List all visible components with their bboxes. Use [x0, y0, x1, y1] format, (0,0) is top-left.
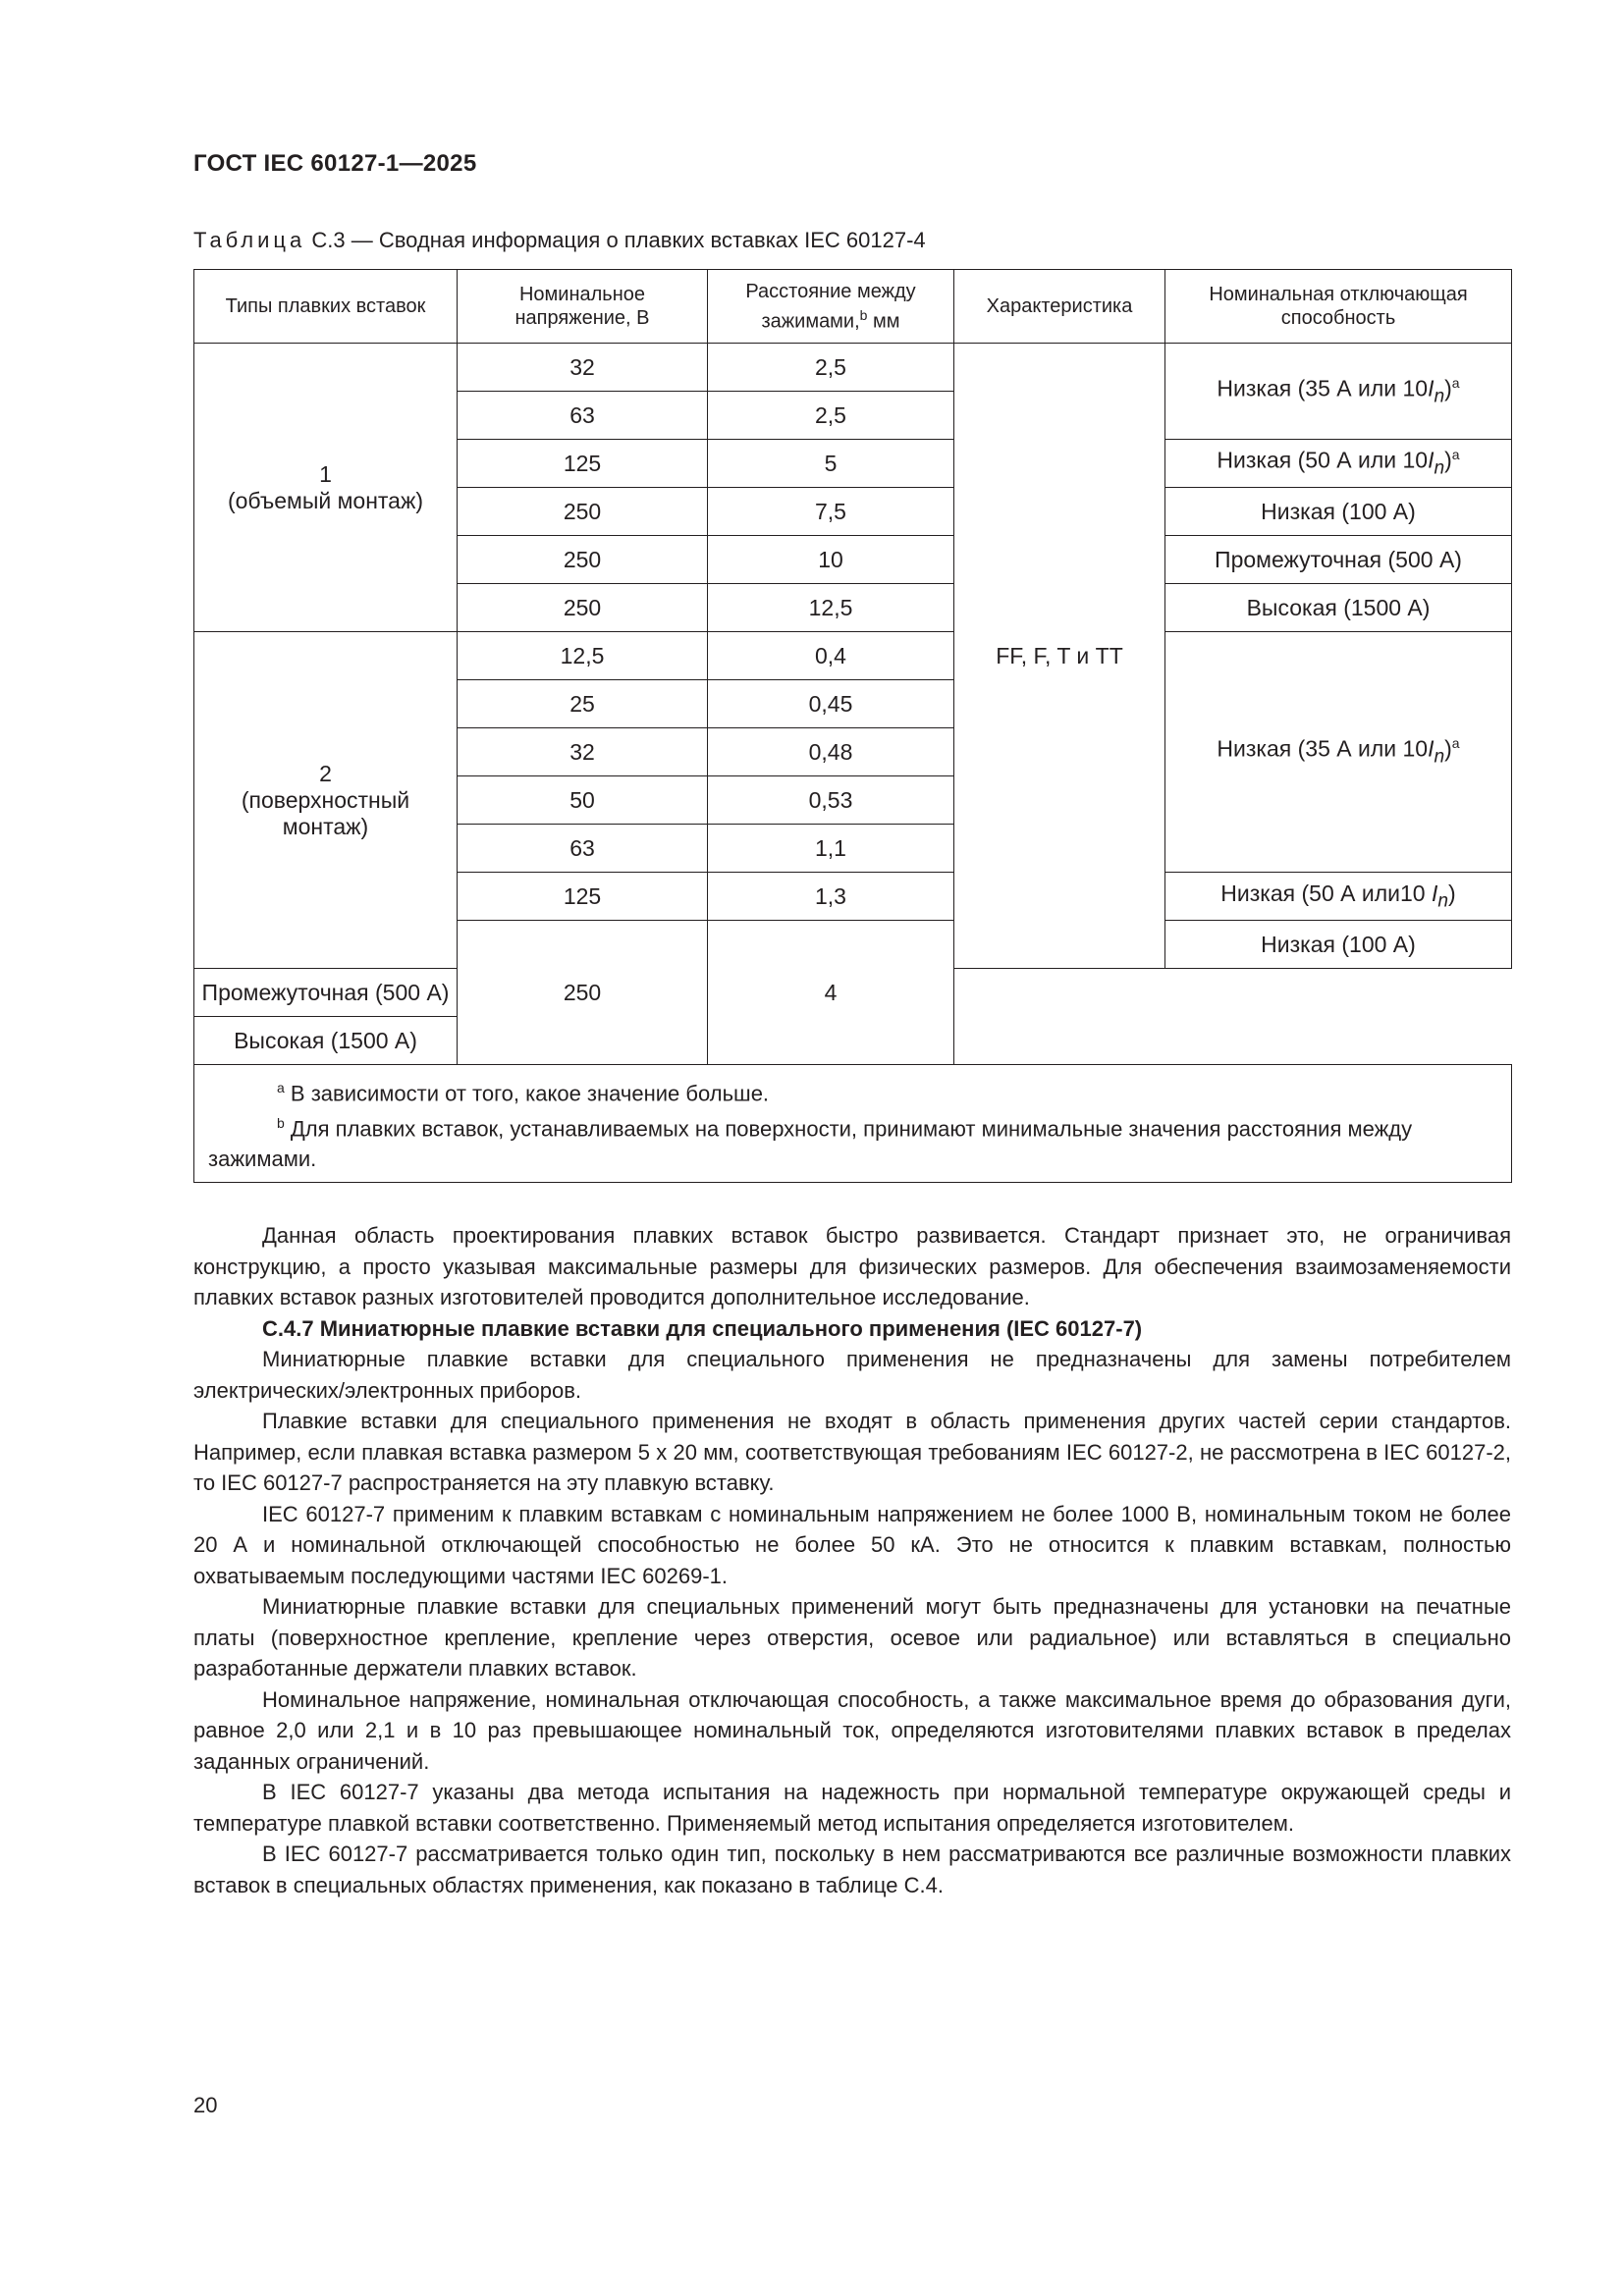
- fuse-type-group-1: 1 (объемый монтаж): [194, 344, 458, 632]
- voltage-cell: 250: [458, 536, 708, 584]
- fuse-summary-table: [193, 269, 1512, 1183]
- section-heading: С.4.7 Миниатюрные плавкие вставки для специального применения (IEC 60127-7): [262, 1315, 1143, 1341]
- footnote-b: $^b$ Для плавких вставок, устанавливаемых на поверхности, принимают минимальные значения расстояния между зажимами.: [208, 1115, 1413, 1171]
- capacity-cell: Высокая (1500 А): [1165, 584, 1512, 632]
- voltage-cell: 25: [458, 680, 708, 728]
- page-number: 20: [193, 2093, 218, 2117]
- paragraph: Миниатюрные плавкие вставки для специальных применений могут быть предназначены для установки на печатные платы (поверхностное крепление, крепление через отверстия, осевое или радиальное) или вставляться в специально разработанные держатели плавких вставок.: [193, 1594, 1511, 1681]
- spacing-cell: 2,5: [708, 392, 954, 440]
- voltage-cell: 50: [458, 776, 708, 825]
- paragraph: Данная область проектирования плавких вставок быстро развивается. Стандарт признает это, не ограничивая конструкцию, а просто указывая максимальные размеры для физических размеров. Для обеспечения взаимозаменяемости плавких вставок разных изготовителей проводится дополнительное исследование.: [193, 1223, 1511, 1309]
- voltage-cell: 250: [458, 921, 708, 1065]
- capacity-cell: Низкая (50 А или10 $I_n$): [1165, 873, 1512, 921]
- body-text: [193, 1220, 1511, 1900]
- paragraph: Плавкие вставки для специального применения не входят в область применения других частей серии стандартов. Например, если плавкая вставка размером 5 х 20 мм, соответствующая требованиям IEC 60127-2, не рассмотрена в IEC 60127-2, то IEC 60127-7 распространяется на эту плавкую вставку.: [193, 1409, 1511, 1495]
- voltage-cell: 32: [458, 344, 708, 392]
- voltage-cell: 125: [458, 440, 708, 488]
- spacing-cell: 1,1: [708, 825, 954, 873]
- footnote-a: $^a$ В зависимости от того, какое значение больше.: [277, 1080, 770, 1106]
- header-voltage: Номинальное напряжение, В: [458, 270, 708, 344]
- spacing-cell: 10: [708, 536, 954, 584]
- table-row: [194, 344, 1512, 392]
- capacity-cell: Высокая (1500 А): [194, 1017, 458, 1065]
- spacing-cell: 2,5: [708, 344, 954, 392]
- paragraph: В IEC 60127-7 рассматривается только один тип, поскольку в нем рассматриваются все различные возможности плавких вставок в специальных областях применения, как показано в таблице С.4.: [193, 1842, 1511, 1897]
- voltage-cell: 63: [458, 392, 708, 440]
- capacity-cell: Низкая (35 А или $10I_n)^a$: [1165, 344, 1512, 440]
- fuse-type-group-2: 2 (поверхностный монтаж): [194, 632, 458, 969]
- capacity-cell: Промежуточная (500 А): [194, 969, 458, 1017]
- paragraph: IEC 60127-7 применим к плавким вставкам с номинальным напряжением не более 1000 В, номинальным током не более 20 А и номинальной отключающей способностью не более 50 кА. Это не относится к плавким вставкам, полностью охватываемым последующими частями IEC 60269-1.: [193, 1501, 1511, 1588]
- table-row: [194, 632, 1512, 680]
- paragraph: Номинальное напряжение, номинальная отключающая способность, а также максимальное время до образования дуги, равное 2,0 или 2,1 и в 10 раз превышающее номинальный ток, определяются изготовителями плавких вставок в пределах заданных ограничений.: [193, 1686, 1511, 1774]
- capacity-cell: Низкая (50 А или $10I_n)^a$: [1165, 440, 1512, 488]
- spacing-cell: 4: [708, 921, 954, 1065]
- capacity-cell: Низкая (100 А): [1165, 488, 1512, 536]
- spacing-cell: 0,53: [708, 776, 954, 825]
- table-caption: [193, 228, 926, 253]
- voltage-cell: 250: [458, 584, 708, 632]
- spacing-cell: 0,45: [708, 680, 954, 728]
- voltage-cell: 63: [458, 825, 708, 873]
- table-caption-word: Таблица: [193, 228, 306, 252]
- voltage-cell: 12,5: [458, 632, 708, 680]
- voltage-cell: 32: [458, 728, 708, 776]
- voltage-cell: 250: [458, 488, 708, 536]
- voltage-cell: 125: [458, 873, 708, 921]
- capacity-cell: Промежуточная (500 А): [1165, 536, 1512, 584]
- header-type: Типы плавких вставок: [194, 270, 458, 344]
- spacing-cell: 1,3: [708, 873, 954, 921]
- capacity-cell: Низкая (35 А или $10I_n)^a$: [1165, 632, 1512, 873]
- table-footnotes: [194, 1065, 1512, 1183]
- capacity-cell: Низкая (100 А): [1165, 921, 1512, 969]
- table-header-row: [194, 270, 1512, 344]
- paragraph: Миниатюрные плавкие вставки для специального применения не предназначены для замены потребителем электрических/электронных приборов.: [193, 1347, 1511, 1403]
- spacing-cell: 7,5: [708, 488, 954, 536]
- spacing-cell: 5: [708, 440, 954, 488]
- header-characteristic: Характеристика: [954, 270, 1165, 344]
- spacing-cell: 0,4: [708, 632, 954, 680]
- characteristic-cell: FF, F, T и TT: [954, 344, 1165, 969]
- table-caption-text: С.3 — Сводная информация о плавких вставках IEC 60127-4: [305, 228, 926, 252]
- document-header: ГОСТ IEC 60127-1—2025: [193, 150, 477, 177]
- header-spacing: Расстояние между зажимами,$^b$ мм: [708, 270, 954, 344]
- table-footnotes-row: [194, 1065, 1512, 1183]
- header-capacity: Номинальная отключающая способность: [1165, 270, 1512, 344]
- paragraph: В IEC 60127-7 указаны два метода испытания на надежность при нормальной температуре окружающей среды и температуре плавкой вставки соответственно. Применяемый метод испытания определяется изготовителем.: [193, 1780, 1511, 1836]
- spacing-cell: 12,5: [708, 584, 954, 632]
- spacing-cell: 0,48: [708, 728, 954, 776]
